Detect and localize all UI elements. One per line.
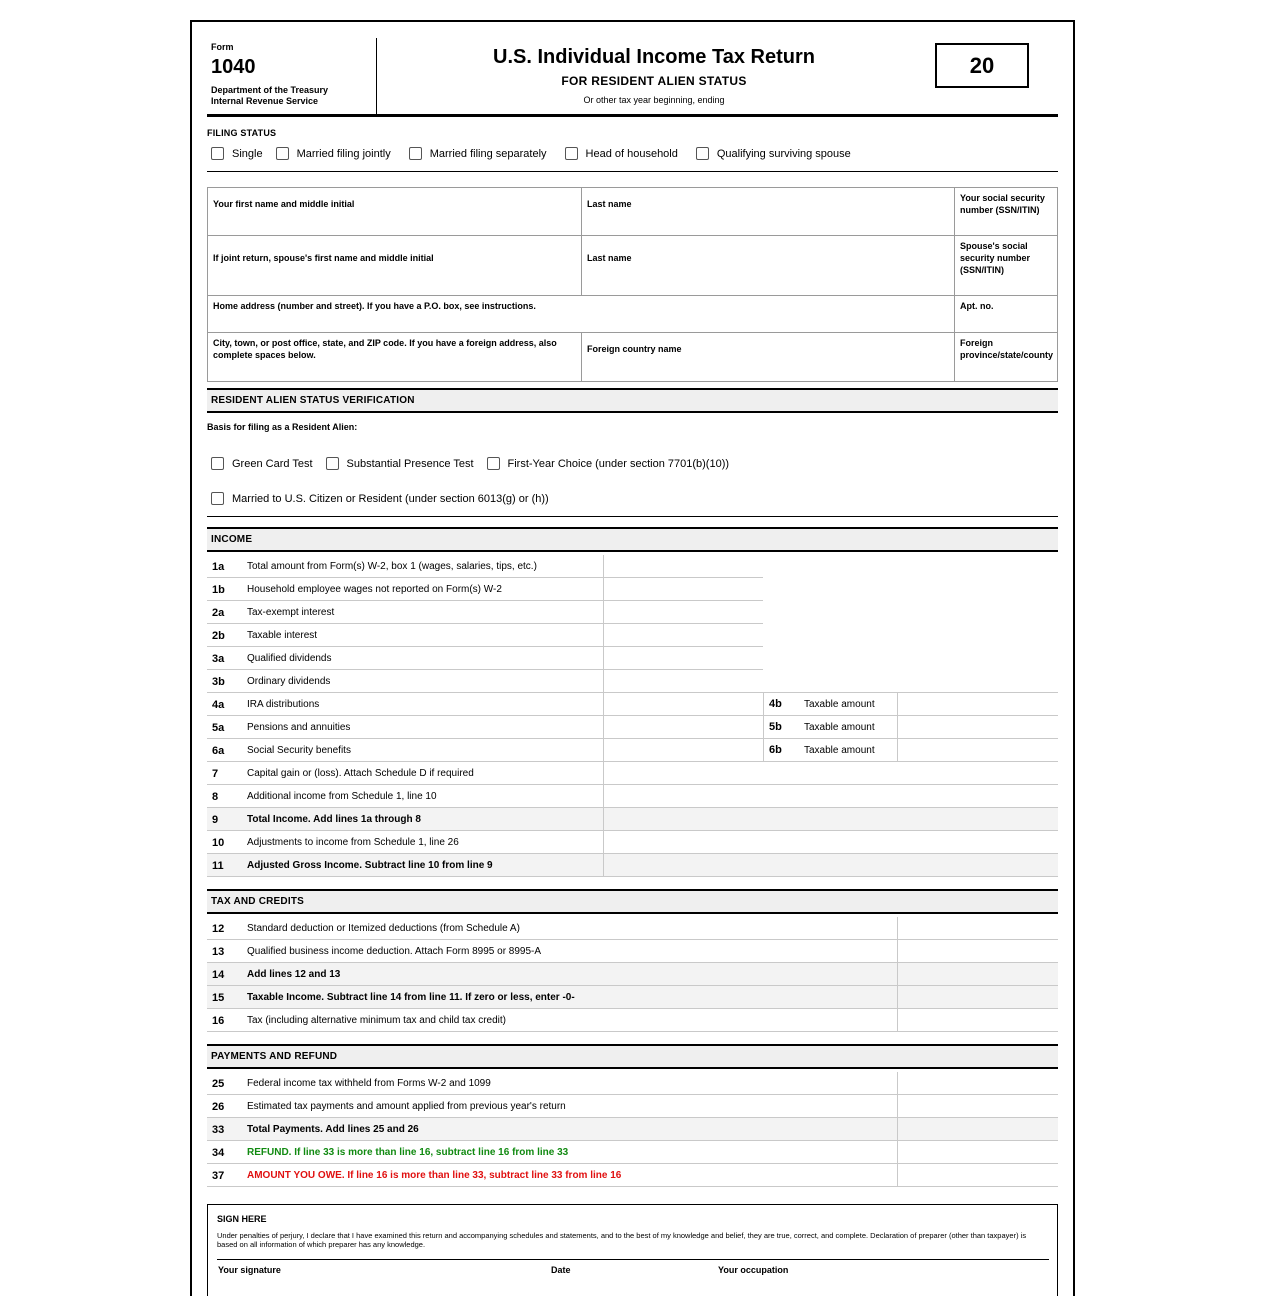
amount-field[interactable] <box>604 762 1058 785</box>
income-line <box>207 670 1058 693</box>
department-line2: Internal Revenue Service <box>211 96 319 106</box>
income-line <box>207 762 1058 785</box>
line-number: 7 <box>212 768 219 780</box>
line-number: 26 <box>212 1101 225 1113</box>
checkbox-label: Green Card Test <box>232 457 313 470</box>
income-section-bar: INCOME <box>207 527 1058 552</box>
tax-line <box>207 940 1058 963</box>
tax-line <box>207 917 1058 940</box>
line-label: IRA distributions <box>247 699 320 710</box>
filing-status-options <box>211 147 851 160</box>
amount-field[interactable] <box>604 624 763 647</box>
sub-line-label: Taxable amount <box>804 745 875 756</box>
checkbox[interactable] <box>565 147 578 160</box>
date-field[interactable]: Date <box>551 1265 571 1275</box>
income-line <box>207 693 1058 716</box>
line-number: 37 <box>212 1170 225 1182</box>
form-subtitle: FOR RESIDENT ALIEN STATUS <box>561 74 747 88</box>
line-number: 6a <box>212 745 225 757</box>
line-label: Qualified business income deduction. Attach Form 8995 or 8995-A <box>247 946 542 957</box>
amount-field[interactable] <box>898 1141 1058 1164</box>
resident-alien-section-bar: RESIDENT ALIEN STATUS VERIFICATION <box>207 388 1058 413</box>
filing-status-married-jointly[interactable] <box>276 147 391 160</box>
form-page <box>190 20 1075 1296</box>
checkbox[interactable] <box>326 457 339 470</box>
line-number: 2b <box>212 630 225 642</box>
line-number: 2a <box>212 607 225 619</box>
sub-line-number: 4b <box>769 698 782 710</box>
amount-field[interactable] <box>604 670 763 693</box>
checkbox[interactable] <box>696 147 709 160</box>
income-line <box>207 624 1058 647</box>
line-number: 15 <box>212 992 225 1004</box>
tax-credits-section-bar: TAX AND CREDITS <box>207 889 1058 914</box>
spouse-first-name-field[interactable]: If joint return, spouse's first name and middle initial <box>213 253 434 263</box>
identity-grid <box>207 187 1058 382</box>
filing-status-section <box>207 117 1058 172</box>
line-number: 10 <box>212 837 225 849</box>
line-label: Add lines 12 and 13 <box>247 969 341 980</box>
signature-field[interactable]: Your signature <box>218 1265 281 1275</box>
line-number: 3a <box>212 653 225 665</box>
payments-section-bar: PAYMENTS AND REFUND <box>207 1044 1058 1069</box>
occupation-field[interactable]: Your occupation <box>718 1265 789 1275</box>
sign-here-title: SIGN HERE <box>217 1214 267 1224</box>
checkbox-label: Married filing jointly <box>296 147 391 160</box>
line-label: Tax (including alternative minimum tax and child tax credit) <box>247 1015 506 1026</box>
line-number: 4a <box>212 699 225 711</box>
foreign-province-field[interactable]: Foreign province/state/county <box>960 338 1054 360</box>
payment-line <box>207 1118 1058 1141</box>
amount-owed-line <box>207 1164 1058 1187</box>
line-number: 9 <box>212 814 219 826</box>
income-line <box>207 854 1058 877</box>
income-line <box>207 647 1058 670</box>
first-year-choice-option[interactable] <box>487 457 730 470</box>
amount-field[interactable] <box>604 555 763 578</box>
line-number: 13 <box>212 946 225 958</box>
amount-field[interactable] <box>898 986 1058 1009</box>
taxable-amount-field[interactable] <box>898 693 1058 716</box>
form-word: Form <box>211 42 234 52</box>
sub-line-number: 6b <box>769 744 782 756</box>
line-number: 8 <box>212 791 219 803</box>
form-title: U.S. Individual Income Tax Return <box>493 46 815 68</box>
refund-line <box>207 1141 1058 1164</box>
checkbox[interactable] <box>409 147 422 160</box>
tax-year-tagline: Or other tax year beginning, ending <box>583 95 725 105</box>
line-number: 1b <box>212 584 225 596</box>
payment-line <box>207 1072 1058 1095</box>
line-number: 12 <box>212 923 225 935</box>
amount-field[interactable] <box>604 785 1058 808</box>
line-number: 33 <box>212 1124 225 1136</box>
line-label: AMOUNT YOU OWE. If line 16 is more than line 33, subtract line 33 from line 16 <box>247 1170 622 1181</box>
line-label: Household employee wages not reported on Form(s) W-2 <box>247 584 502 595</box>
line-label: Capital gain or (loss). Attach Schedule D if required <box>247 768 474 779</box>
checkbox[interactable] <box>211 457 224 470</box>
spouse-ssn-field[interactable]: Spouse's social security number (SSN/ITIN) <box>960 241 1031 275</box>
line-label: Total Payments. Add lines 25 and 26 <box>247 1124 419 1135</box>
department <box>211 85 328 107</box>
line-label: Total amount from Form(s) W-2, box 1 (wages, salaries, tips, etc.) <box>247 561 537 572</box>
line-number: 14 <box>212 969 225 981</box>
amount-field[interactable] <box>898 1118 1058 1141</box>
filing-status-head-of-household[interactable] <box>565 147 678 160</box>
green-card-test-option[interactable] <box>211 457 313 470</box>
line-label: Qualified dividends <box>247 653 332 664</box>
checkbox-label: Qualifying surviving spouse <box>716 147 851 160</box>
sub-line-number: 5b <box>769 721 782 733</box>
sign-here-section <box>207 1204 1058 1296</box>
line-number: 11 <box>212 860 224 872</box>
line-label: Federal income tax withheld from Forms W-2 and 1099 <box>247 1078 491 1089</box>
amount-field[interactable] <box>604 716 763 739</box>
amount-field[interactable] <box>898 940 1058 963</box>
line-label: Pensions and annuities <box>247 722 351 733</box>
checkbox-label: First-Year Choice (under section 7701(b)(10)) <box>507 457 730 470</box>
apt-no-field[interactable]: Apt. no. <box>960 301 994 311</box>
income-line <box>207 601 1058 624</box>
checkbox-label: Married to U.S. Citizen or Resident (under section 6013(g) or (h)) <box>232 492 549 505</box>
form-id-block <box>207 38 377 115</box>
last-name-field[interactable]: Last name <box>587 199 632 209</box>
married-to-citizen-option[interactable] <box>211 492 549 505</box>
first-name-field[interactable]: Your first name and middle initial <box>213 199 355 209</box>
line-label: Additional income from Schedule 1, line 10 <box>247 791 437 802</box>
checkbox[interactable] <box>276 147 289 160</box>
income-line <box>207 739 1058 762</box>
checkbox[interactable] <box>487 457 500 470</box>
department-line1: Department of the Treasury <box>211 85 329 95</box>
line-label: Total Income. Add lines 1a through 8 <box>247 814 421 825</box>
line-label: Taxable interest <box>247 630 318 641</box>
filing-status-single[interactable] <box>211 147 263 160</box>
checkbox[interactable] <box>211 147 224 160</box>
filing-status-married-separately[interactable] <box>409 147 547 160</box>
taxable-amount-field[interactable] <box>898 716 1058 739</box>
income-line <box>207 808 1058 831</box>
line-label: REFUND. If line 33 is more than line 16, subtract line 16 from line 33 <box>247 1147 569 1158</box>
line-label: Adjustments to income from Schedule 1, line 26 <box>247 837 459 848</box>
checkbox-label: Substantial Presence Test <box>346 457 474 470</box>
checkbox-label: Head of household <box>585 147 678 160</box>
income-line <box>207 831 1058 854</box>
line-label: Social Security benefits <box>247 745 351 756</box>
line-label: Adjusted Gross Income. Subtract line 10 from line 9 <box>247 860 493 871</box>
income-line <box>207 716 1058 739</box>
taxable-amount-field[interactable] <box>898 739 1058 762</box>
amount-field[interactable] <box>898 1009 1058 1032</box>
income-line <box>207 785 1058 808</box>
checkbox[interactable] <box>211 492 224 505</box>
line-number: 5a <box>212 722 225 734</box>
sign-rule <box>217 1259 1049 1260</box>
filing-status-qualifying-spouse[interactable] <box>696 147 851 160</box>
form-header <box>207 22 1058 117</box>
amount-field[interactable] <box>898 1072 1058 1095</box>
amount-field[interactable] <box>604 831 1058 854</box>
amount-field[interactable] <box>898 1164 1058 1187</box>
sub-line-label: Taxable amount <box>804 722 875 733</box>
amount-field[interactable] <box>898 917 1058 940</box>
income-line <box>207 578 1058 601</box>
sub-line-label: Taxable amount <box>804 699 875 710</box>
tax-line <box>207 963 1058 986</box>
basis-label: Basis for filing as a Resident Alien: <box>207 422 358 432</box>
amount-field[interactable] <box>604 647 763 670</box>
amount-field[interactable] <box>898 963 1058 986</box>
payment-line <box>207 1095 1058 1118</box>
amount-field[interactable] <box>604 808 1058 831</box>
line-number: 16 <box>212 1015 225 1027</box>
tax-line <box>207 986 1058 1009</box>
grid-divider <box>208 235 1057 236</box>
substantial-presence-option[interactable] <box>326 457 474 470</box>
line-number: 3b <box>212 676 225 688</box>
line-label: Ordinary dividends <box>247 676 331 687</box>
amount-field[interactable] <box>604 693 763 716</box>
tax-line <box>207 1009 1058 1032</box>
line-label: Estimated tax payments and amount applied from previous year's return <box>247 1101 566 1112</box>
line-number: 1a <box>212 561 225 573</box>
resident-basis-options-2 <box>211 492 549 505</box>
filing-status-title: FILING STATUS <box>207 128 277 138</box>
form-number: 1040 <box>211 56 256 78</box>
amount-field[interactable] <box>604 578 763 601</box>
amount-field[interactable] <box>898 1095 1058 1118</box>
checkbox-label: Single <box>232 147 263 160</box>
city-field[interactable]: City, town, or post office, state, and ZIP code. If you have a foreign address, also complete spaces below. <box>213 338 557 360</box>
home-address-field[interactable]: Home address (number and street). If you have a P.O. box, see instructions. <box>213 301 536 311</box>
ssn-field[interactable]: Your social security number (SSN/ITIN) <box>960 193 1045 215</box>
line-number: 25 <box>212 1078 225 1090</box>
perjury-declaration: Under penalties of perjury, I declare that I have examined this return and accompanying schedules and statements, and to the best of my knowledge and belief, they are true, correct, and complete. Declaration of preparer (other than taxpayer) is based on all information of which preparer has any knowledge. <box>217 1231 1027 1249</box>
form-inner <box>207 22 1058 1275</box>
line-label: Standard deduction or Itemized deductions (from Schedule A) <box>247 923 520 934</box>
amount-field[interactable] <box>604 739 763 762</box>
income-line <box>207 555 1058 578</box>
line-label: Tax-exempt interest <box>247 607 335 618</box>
section-rule <box>207 516 1058 517</box>
tax-year-box[interactable]: 20 <box>935 43 1029 88</box>
checkbox-label: Married filing separately <box>429 147 547 160</box>
amount-field[interactable] <box>604 601 763 624</box>
amount-field[interactable] <box>604 854 1058 877</box>
spouse-last-name-field[interactable]: Last name <box>587 253 632 263</box>
resident-basis-options <box>211 457 729 470</box>
line-number: 34 <box>212 1147 225 1159</box>
line-label: Taxable Income. Subtract line 14 from line 11. If zero or less, enter -0- <box>247 992 575 1003</box>
foreign-country-field[interactable]: Foreign country name <box>587 344 682 354</box>
